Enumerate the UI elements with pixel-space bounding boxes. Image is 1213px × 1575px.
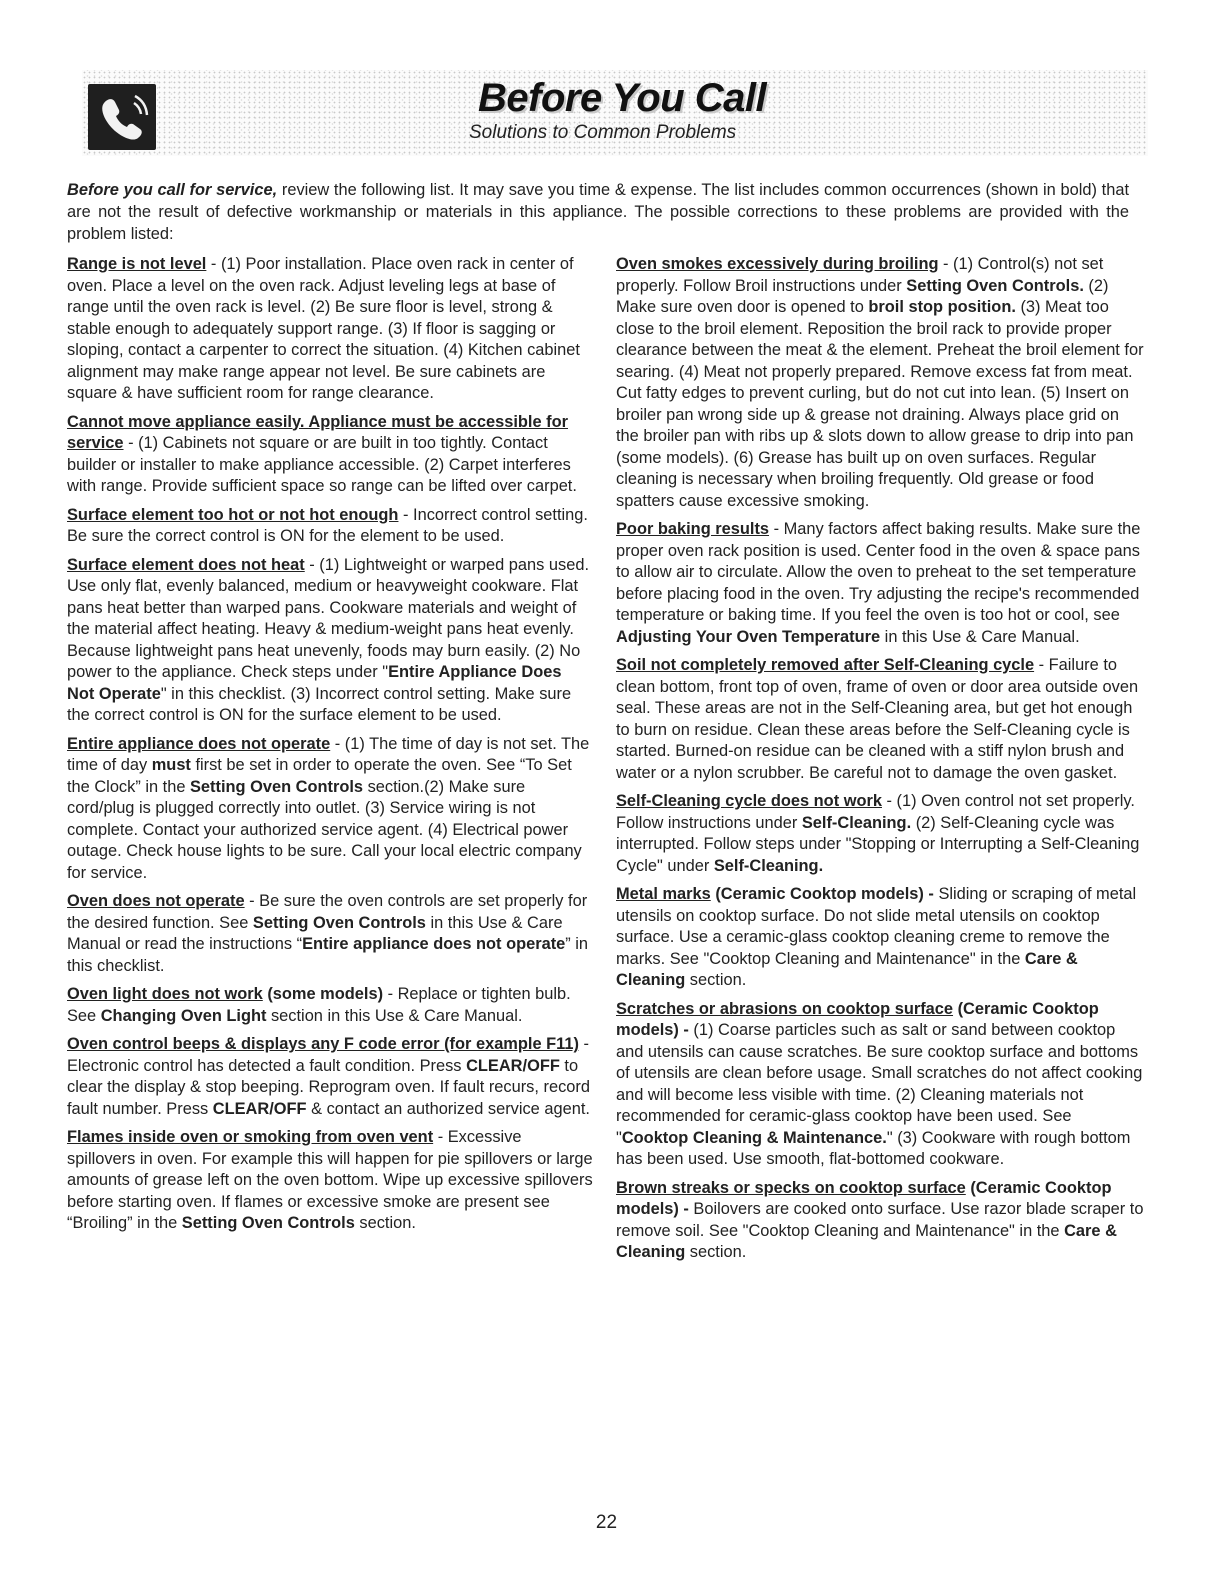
troubleshooting-entry	[67, 555, 593, 727]
solution-text: " (3) Cookware with rough bottom has been used. Use smooth, flat-bottomed cookware.	[616, 1128, 1131, 1168]
bold-reference: Self-Cleaning.	[713, 856, 824, 875]
solution-text: & contact an authorized service agent.	[306, 1099, 590, 1118]
solution-text: section.	[354, 1214, 416, 1232]
bold-reference: Cooktop Cleaning & Maintenance.	[621, 1128, 887, 1147]
troubleshooting-entry	[67, 984, 593, 1027]
bold-reference: Setting Oven Controls.	[906, 276, 1084, 295]
problem-heading: Surface element does not heat	[67, 555, 305, 574]
problem-heading: Range is not level	[67, 255, 207, 273]
troubleshooting-entry	[67, 734, 593, 885]
problem-heading: Metal marks	[616, 885, 711, 903]
problem-heading: Oven control beeps & displays any F code error (for example F11)	[67, 1035, 579, 1053]
bold-reference: CLEAR/OFF	[466, 1056, 560, 1075]
troubleshooting-entry	[616, 791, 1144, 877]
solution-text: - Many factors affect baking results. Make sure the proper oven rack position is used. Center food in the oven & space pans to allow air to circulate. Allow the oven to preheat to the set temperature before placing food in the oven. Try adjusting the recipe's recommended temperature or baking time. If you feel the oven is too hot or cool, see	[616, 520, 1141, 624]
solution-text: - Replace or tighten bulb. See	[67, 985, 571, 1025]
problem-heading: Oven smokes excessively during broiling	[616, 255, 939, 273]
troubleshooting-entry	[616, 254, 1144, 512]
solution-text: - Failure to clean bottom, front top of oven, frame of oven or door area outside oven seal. These areas are not in the Self-Cleaning area, but get hot enough to burn on residue. Clean these areas before the Self-Cleaning cycle is started. Burned-on residue can be cleaned with a stiff nylon brush and water or a nylon scrubber. Be careful not to damage the oven gasket.	[616, 656, 1139, 782]
solution-text: - (1) Cabinets not square or are built in too tightly. Contact builder or installer to make appliance accessible. (2) Carpet interferes with range. Provide sufficient space so range can be lifted over carpet.	[67, 434, 577, 495]
solution-text: (2) Make sure oven door is opened to	[616, 276, 1109, 316]
intro-text: review the following list. It may save you time & expense. The list includes common occurrences (shown in bold) that are not the result of defective workmanship or materials in this appliance. The possible corrections to these problems are provided with the problem listed:	[67, 181, 1129, 243]
solution-text: - (1) The time of day is not set. The time of day	[67, 734, 590, 774]
solution-text: Boilovers are cooked onto surface. Use razor blade scraper to remove soil. See "Cooktop Cleaning and Maintenance" in the	[616, 1200, 1144, 1240]
left-column	[67, 254, 593, 1242]
problem-heading: Entire appliance does not operate	[67, 734, 331, 753]
bold-reference: (Ceramic Cooktop models) -	[710, 885, 934, 903]
troubleshooting-entry	[616, 1178, 1144, 1264]
bold-reference: Self-Cleaning.	[801, 813, 912, 832]
intro-lead: Before you call for service,	[67, 181, 278, 199]
solution-text: - (1) Oven control not set properly. Follow instructions under	[616, 792, 1135, 832]
bold-reference: Adjusting Your Oven Temperature	[616, 627, 881, 646]
troubleshooting-entry	[67, 1127, 593, 1235]
solution-text: " in this checklist. (3) Incorrect control setting. Make sure the correct control is ON for the surface element to be used.	[67, 684, 572, 724]
solution-text: section.(2) Make sure cord/plug is plugged correctly into outlet. (3) Service wiring is not complete. Contact your authorized service agent. (4) Electrical power outage. Check house lights to be sure. Call your local electric company for service.	[67, 777, 582, 882]
bold-reference: must	[151, 756, 191, 774]
solution-text: - (1) Poor installation. Place oven rack in center of oven. Place a level on the oven rack. Adjust leveling legs at base of range until the oven rack is level. (2) Be sure floor is level, strong & stable enough to adequately support range. (3) If floor is sagging or sloping, contact a carpenter to correct the situation. (4) Kitchen cabinet alignment may make range appear not level. Be sure cabinets are square & have sufficient room for range clearance.	[67, 255, 580, 402]
bold-reference: (Ceramic Cooktop models) -	[616, 999, 1099, 1039]
intro-paragraph	[67, 179, 1129, 245]
problem-heading: Cannot move appliance easily. Appliance must be accessible for service	[67, 412, 568, 452]
solution-text: section.	[685, 971, 747, 989]
solution-text: in this Use & Care Manual.	[880, 627, 1080, 646]
bold-reference: CLEAR/OFF	[212, 1099, 307, 1118]
problem-heading: Surface element too hot or not hot enough	[67, 505, 399, 524]
solution-text: section.	[685, 1243, 747, 1261]
problem-heading: Flames inside oven or smoking from oven vent	[67, 1128, 434, 1146]
solution-text: - Excessive spillovers in oven. For example this will happen for pie spillovers or large amounts of grease left on the oven bottom. Wipe up excessive spillovers before starting oven. If flames or excessive smoke are present see “Broiling” in the	[67, 1128, 593, 1232]
troubleshooting-entry	[67, 1034, 593, 1120]
troubleshooting-entry	[67, 412, 593, 498]
solution-text: - (1) Control(s) not set properly. Follow Broil instructions under	[616, 255, 1104, 295]
solution-text: - Electronic control has detected a fault condition. Press	[67, 1035, 589, 1075]
solution-text: - Incorrect control setting. Be sure the correct control is ON for the element to be used.	[67, 505, 588, 545]
solution-text: first be set in order to operate the oven. See “To Set the Clock” in the	[67, 756, 572, 796]
problem-heading: Self-Cleaning cycle does not work	[616, 792, 882, 810]
solution-text: section in this Use & Care Manual.	[266, 1006, 523, 1025]
solution-text: - Be sure the oven controls are set properly for the desired function. See	[67, 892, 588, 932]
problem-heading: Poor baking results	[616, 520, 770, 538]
bold-reference: (some models)	[262, 985, 384, 1003]
header-banner	[82, 70, 1148, 156]
bold-reference: Setting Oven Controls	[252, 913, 426, 932]
bold-reference: Care & Cleaning	[616, 949, 1078, 989]
bold-reference: broil stop position.	[868, 298, 1016, 316]
solution-text: (3) Meat too close to the broil element. Reposition the broil rack to provide proper clearance between the meat & the element. Preheat the broil element for searing. (4) Meat not properly prepared. Remove excess fat from meat. Cut fatty edges to prevent curling, but do not cut into lean. (5) Insert on broiler pan wrong side up & grease not draining. Always place grid on the broiler pan with ribs up & slots down to allow grease to drip into pan (some models). (6) Grease has built up on oven surfaces. Regular cleaning is necessary when broiling frequently. Old grease or food spatters cause excessive smoking.	[616, 298, 1144, 510]
problem-heading: Brown streaks or specks on cooktop surface	[616, 1178, 966, 1197]
telephone-ringing-icon	[88, 84, 156, 150]
troubleshooting-entry	[67, 254, 593, 405]
problem-heading: Soil not completely removed after Self-Cleaning cycle	[616, 656, 1035, 674]
bold-reference: Entire Appliance Does Not Operate	[67, 663, 562, 703]
solution-text: - (1) Lightweight or warped pans used. Use only flat, evenly balanced, medium or heavyweight cookware. Flat pans heat better than warped pans. Cookware materials and weight of the material affect heating. Heavy & medium-weight pans heat evenly. Because lightweight pans heat unevenly, foods may burn easily. (2) No power to the appliance. Check steps under "	[67, 555, 589, 681]
solution-text: ” in this checklist.	[67, 935, 589, 975]
problem-heading: Scratches or abrasions on cooktop surface	[616, 999, 954, 1018]
solution-text: Sliding or scraping of metal utensils on cooktop surface. Do not slide metal utensils on cooktop surface. Use a ceramic-glass cooktop cleaning creme to remove the marks. See "Cooktop Cleaning and Maintenance" in the	[616, 885, 1137, 968]
solution-text: to clear the display & stop beeping. Reprogram oven. If fault recurs, record fault number. Press	[67, 1056, 590, 1118]
solution-text: (1) Coarse particles such as salt or sand between cooktop and utensils can cause scratches. Be sure cooktop surface and bottoms of utensils are clean before usage. Small scratches do not affect cooking and will become less visible with time. (2) Cleaning materials not recommended for ceramic-glass cooktop have been used. See "	[616, 1021, 1143, 1147]
troubleshooting-entry	[616, 655, 1144, 784]
troubleshooting-entry	[616, 999, 1144, 1171]
bold-reference: Care & Cleaning	[616, 1221, 1117, 1261]
bold-reference: (Ceramic Cooktop models) -	[616, 1178, 1112, 1218]
troubleshooting-entry	[67, 891, 593, 977]
troubleshooting-entry	[616, 884, 1144, 992]
solution-text: (2) Self-Cleaning cycle was interrupted. Follow steps under "Stopping or Interrupting a Self-Cleaning Cycle" under	[616, 813, 1140, 875]
problem-heading: Oven light does not work	[67, 985, 263, 1003]
bold-reference: Changing Oven Light	[100, 1006, 267, 1025]
problem-heading: Oven does not operate	[67, 892, 245, 910]
page-title: Before You Call	[478, 76, 767, 120]
page-subtitle: Solutions to Common Problems	[469, 122, 737, 143]
bold-reference: Setting Oven Controls	[181, 1214, 355, 1232]
troubleshooting-entry	[67, 505, 593, 548]
bold-reference: Entire appliance does not operate	[302, 935, 566, 953]
bold-reference: Setting Oven Controls	[190, 777, 364, 796]
right-column	[616, 254, 1144, 1271]
page-number: 22	[595, 1512, 618, 1533]
troubleshooting-entry	[616, 519, 1144, 648]
solution-text: in this Use & Care Manual or read the instructions “	[67, 913, 563, 953]
